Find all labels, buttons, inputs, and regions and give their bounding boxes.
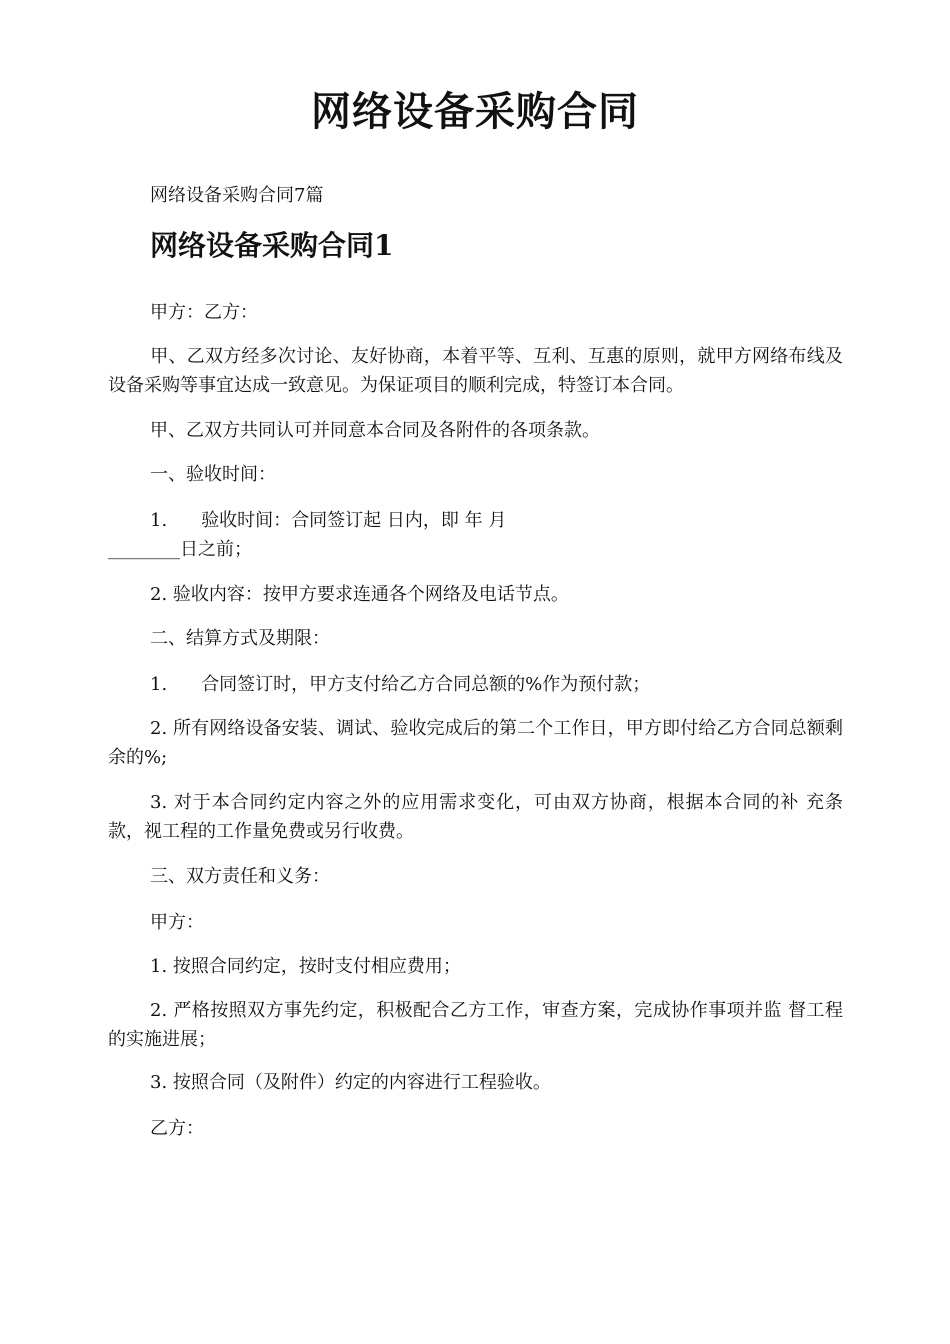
heading-responsibilities [108, 862, 843, 891]
item-1-1-continuation: ________日之前； [108, 539, 252, 560]
paragraph-accept [108, 416, 843, 445]
item-3-2 [108, 996, 843, 1054]
item-1-1 [108, 506, 843, 564]
item-2-1 [108, 670, 843, 699]
heading-settlement-text: 二、结算方式及期限： [150, 628, 330, 649]
item-3-3 [108, 1068, 843, 1097]
party-b-text: 乙方： [150, 1118, 204, 1139]
item-3-1-text: 1. 按照合同约定，按时支付相应费用； [150, 956, 461, 977]
accept-text: 甲、乙双方共同认可并同意本合同及各附件的各项条款。 [150, 420, 600, 441]
party-a-text: 甲方： [150, 912, 204, 933]
item-2-3-text: 3. 对于本合同约定内容之外的应用需求变化，可由双方协商，根据本合同的补 充条款，视工程的工作量免费或另行收费。 [108, 792, 843, 842]
heading-acceptance-time [108, 460, 843, 489]
paragraph-intro [108, 342, 843, 400]
section-heading: 网络设备采购合同1 [150, 229, 394, 262]
heading-responsibilities-text: 三、双方责任和义务： [150, 866, 330, 887]
item-1-2-text: 2. 验收内容：按甲方要求连通各个网络及电话节点。 [150, 584, 569, 605]
item-1-1-text: 验收时间：合同签订起 日内，即 年 月 [201, 510, 507, 531]
item-3-3-text: 3. 按照合同（及附件）约定的内容进行工程验收。 [150, 1072, 551, 1093]
item-3-2-text: 2. 严格按照双方事先约定，积极配合乙方工作，审查方案，完成协作事项并监 督工程的实施进展； [108, 1000, 843, 1050]
item-2-1-text: 合同签订时，甲方支付给乙方合同总额的%作为预付款； [201, 674, 651, 695]
party-b-label [108, 1114, 843, 1143]
item-1-1-number: 1. [150, 510, 168, 531]
item-2-2 [108, 714, 843, 772]
heading-acceptance-time-text: 一、验收时间： [150, 464, 276, 485]
item-1-2 [108, 580, 843, 609]
document-subtitle: 网络设备采购合同7篇 [150, 185, 324, 206]
party-a-label [108, 908, 843, 937]
intro-text: 甲、乙双方经多次讨论、友好协商，本着平等、互利、互惠的原则，就甲方网络布线及设备采购等事宜达成一致意见。为保证项目的顺利完成，特签订本合同。 [108, 346, 843, 396]
item-2-1-number: 1. [150, 674, 168, 695]
item-2-3 [108, 788, 843, 846]
item-2-2-text: 2. 所有网络设备安装、调试、验收完成后的第二个工作日，甲方即付给乙方合同总额剩余的%; [108, 718, 843, 768]
paragraph-parties [108, 298, 843, 327]
parties-text: 甲方：乙方： [150, 302, 258, 323]
item-3-1 [108, 952, 843, 981]
heading-settlement [108, 624, 843, 653]
document-title: 网络设备采购合同 [311, 88, 639, 135]
